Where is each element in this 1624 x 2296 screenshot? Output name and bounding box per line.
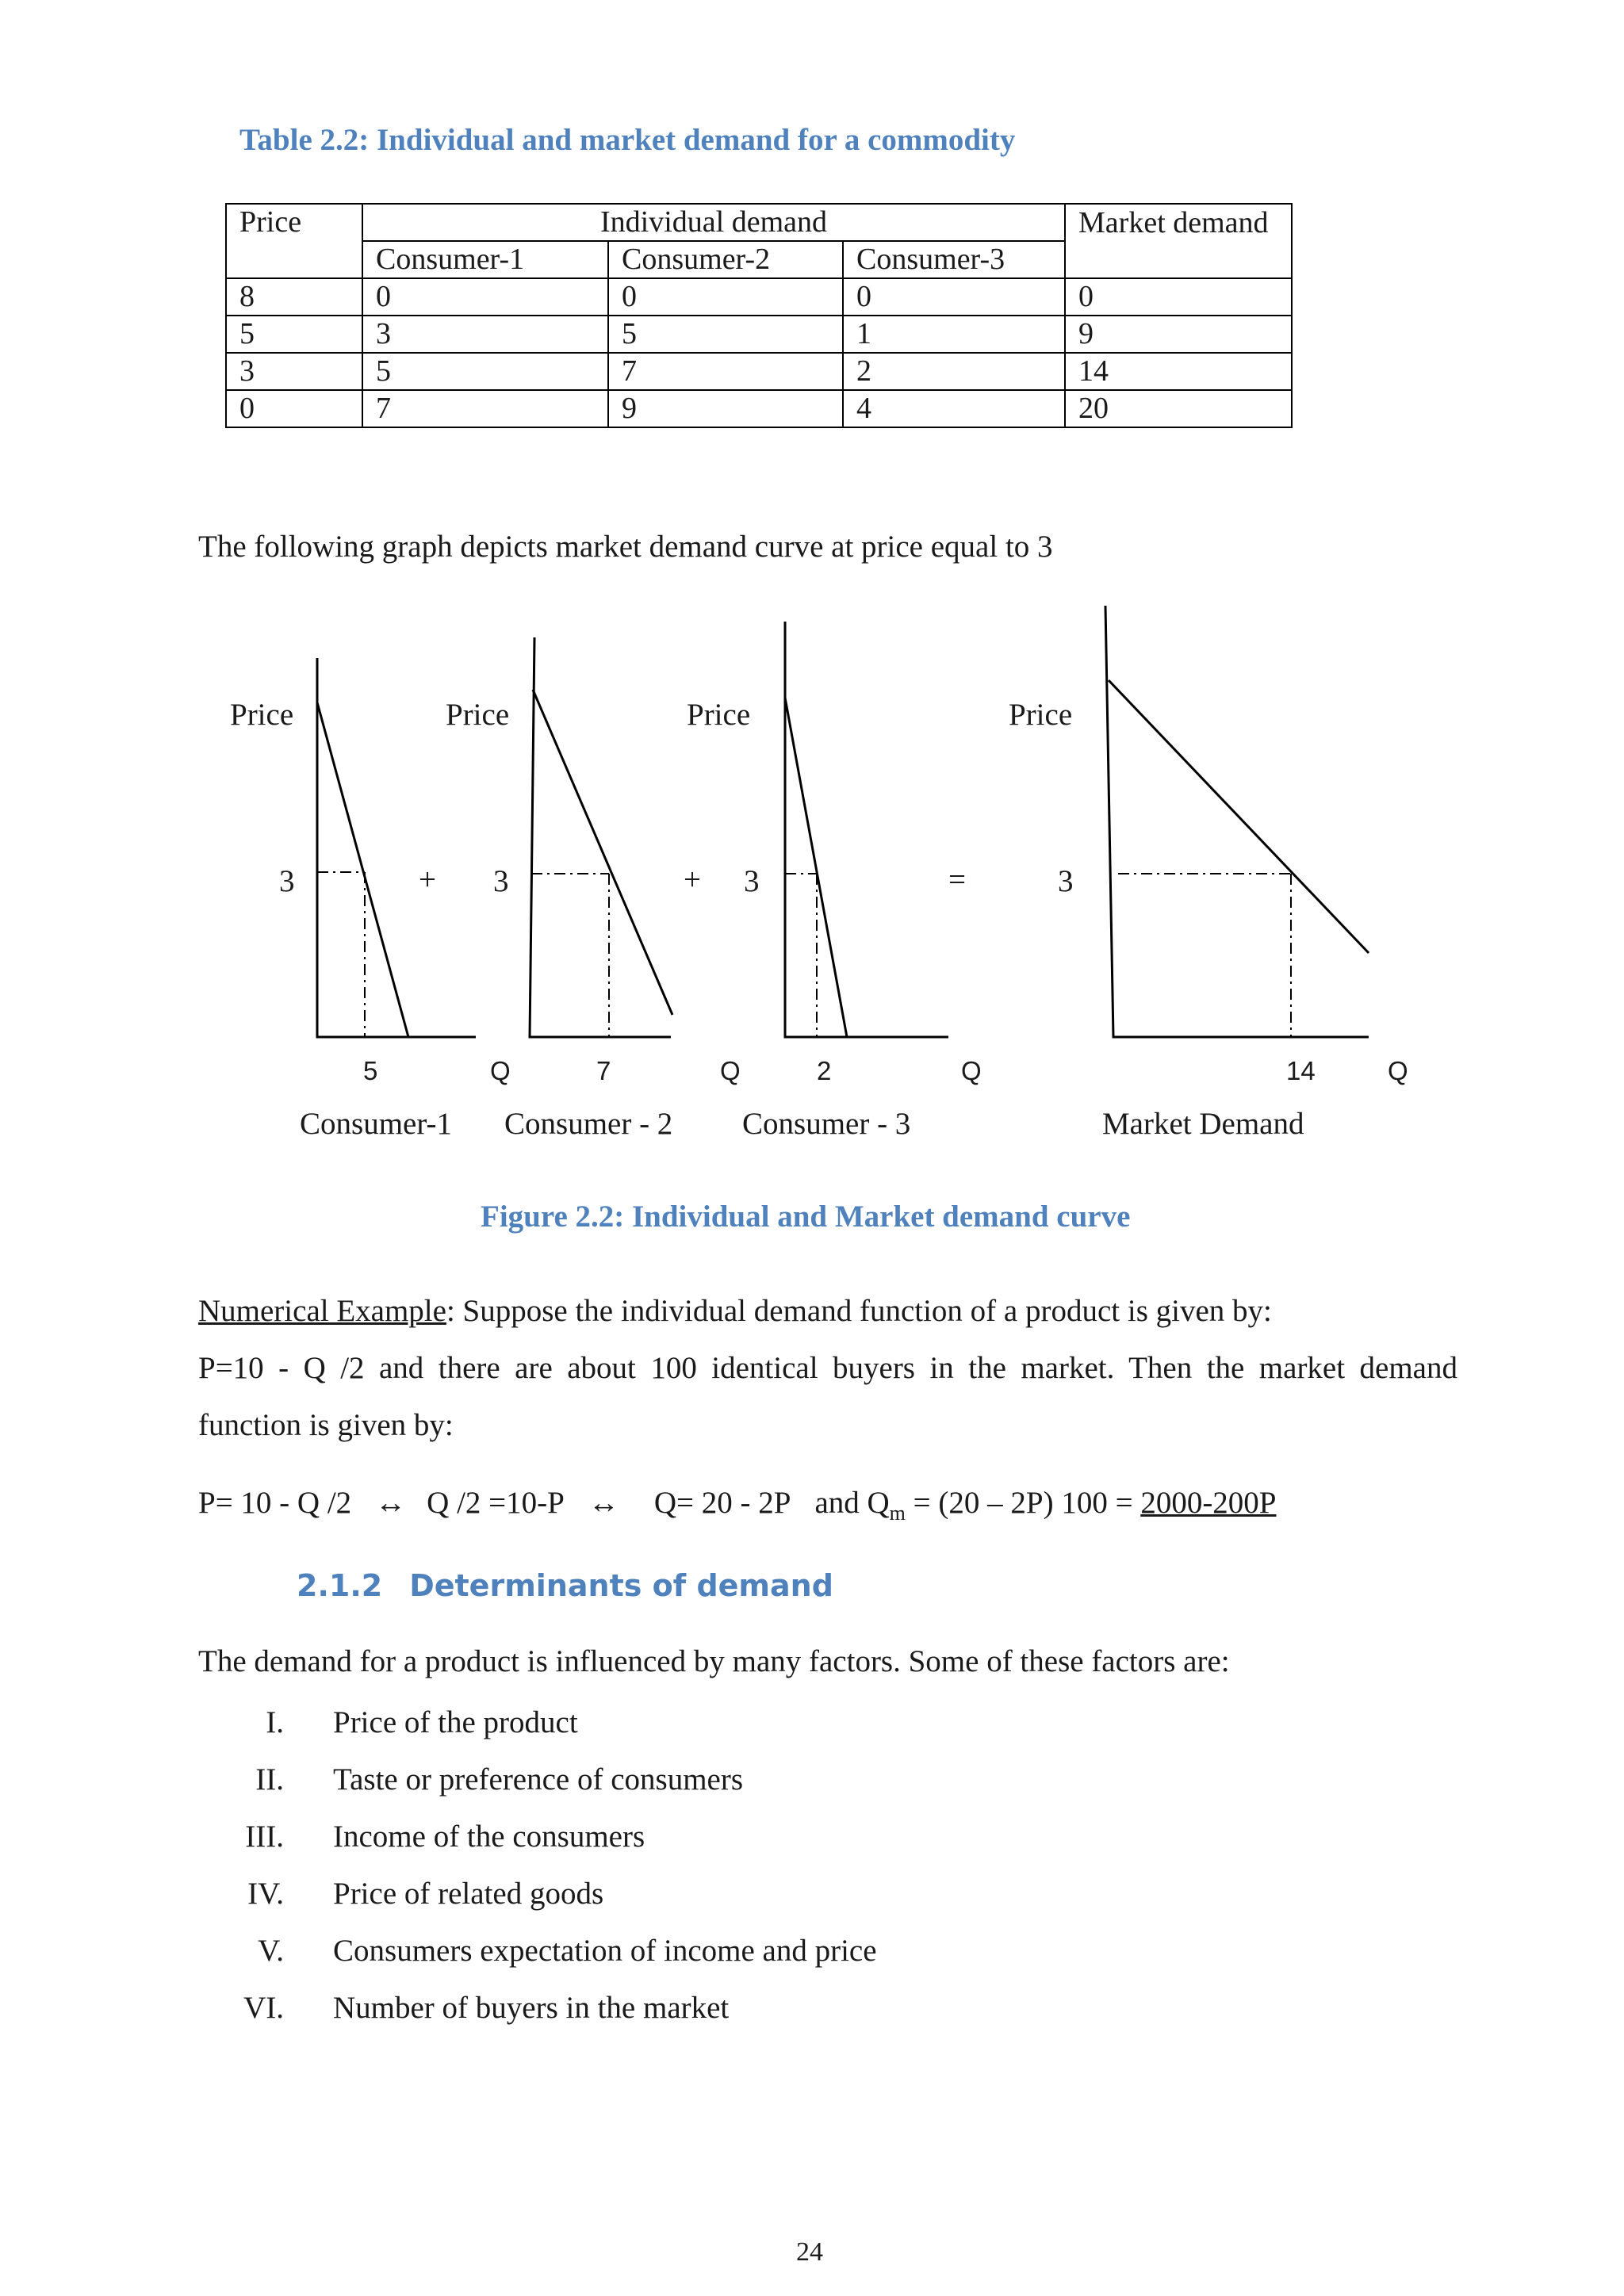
list-number: III.	[245, 1820, 284, 1854]
table-cell: 5	[362, 353, 608, 390]
consumer-3-header: Consumer-3	[843, 241, 1065, 278]
equivalence-arrow: ↔	[588, 1486, 619, 1520]
consumer-3-q-value: 2	[817, 1056, 832, 1085]
table-caption: Table 2.2: Individual and market demand for a commodity	[239, 123, 1016, 157]
consumer-3-panel-name: Consumer - 3	[742, 1107, 911, 1141]
consumer-1-header: Consumer-1	[362, 241, 608, 278]
equation-and: and Q	[814, 1486, 890, 1520]
table-cell: 14	[1065, 353, 1292, 390]
table-cell: 8	[226, 278, 362, 316]
consumer-2-q-axis-label: Q	[720, 1056, 741, 1085]
table-cell: 3	[362, 316, 608, 353]
market-demand-line	[1109, 680, 1369, 953]
table-cell: 5	[608, 316, 843, 353]
example-line-2: P=10 - Q /2 and there are about 100 identical buyers in the market. Then the market demand	[198, 1351, 1457, 1385]
table-row	[226, 353, 1292, 390]
section-title: Determinants of demand	[409, 1568, 833, 1603]
table-cell: 0	[362, 278, 608, 316]
equation-part-4: = (20 – 2P) 100 =	[913, 1486, 1133, 1520]
plus-sign: +	[684, 863, 701, 897]
consumer-3-demand-line	[785, 698, 847, 1037]
market-panel-name: Market Demand	[1102, 1107, 1304, 1141]
section-intro: The demand for a product is influenced by many factors. Some of these factors are:	[198, 1644, 1230, 1678]
consumer-1-q-value: 5	[363, 1056, 378, 1085]
table-cell: 0	[1065, 278, 1292, 316]
example-line-1	[198, 1283, 1272, 1340]
equation-part-2: Q /2 =10-P	[427, 1486, 565, 1520]
table-cell: 5	[226, 316, 362, 353]
list-number: I.	[266, 1705, 284, 1739]
consumer-2-panel-name: Consumer - 2	[504, 1107, 673, 1141]
market-price-tick: 3	[1058, 864, 1074, 898]
consumer-2-demand-line	[533, 690, 672, 1015]
example-intro: : Suppose the individual demand function of a product is given by:	[446, 1294, 1272, 1328]
market-q-value: 14	[1286, 1056, 1316, 1085]
equation-part-3: Q= 20 - 2P	[653, 1486, 791, 1520]
example-line-3: function is given by:	[198, 1408, 454, 1442]
individual-demand-header: Individual demand	[362, 204, 1065, 241]
consumer-2-price-label: Price	[446, 698, 510, 732]
table-cell: 2	[843, 353, 1065, 390]
price-header: Price	[226, 204, 362, 278]
consumer-3-q-axis-label: Q	[961, 1056, 982, 1085]
list-item: Number of buyers in the market	[333, 1991, 730, 2025]
market-price-label: Price	[1009, 698, 1073, 732]
table-row	[226, 278, 1292, 316]
consumer-1-price-label: Price	[230, 698, 294, 732]
consumer-2-header: Consumer-2	[608, 241, 843, 278]
market-demand-equation	[198, 1475, 1277, 1542]
market-axes	[1105, 606, 1369, 1037]
equation-part-1: P= 10 - Q /2	[198, 1486, 352, 1520]
equation-subscript: m	[889, 1501, 906, 1525]
consumer-1-q-axis-label: Q	[490, 1056, 511, 1085]
table-cell: 0	[608, 278, 843, 316]
table-header-row	[226, 204, 1292, 241]
consumer-1-price-tick: 3	[279, 864, 295, 898]
table-cell: 0	[226, 390, 362, 427]
table-cell: 7	[362, 390, 608, 427]
list-item: Income of the consumers	[333, 1820, 645, 1854]
table-cell: 7	[608, 353, 843, 390]
list-item: Consumers expectation of income and price	[333, 1934, 877, 1968]
page-number: 24	[796, 2237, 823, 2267]
table-cell: 20	[1065, 390, 1292, 427]
list-number: V.	[258, 1934, 284, 1968]
list-item: Price of related goods	[333, 1877, 604, 1911]
consumer-1-panel-name: Consumer-1	[300, 1107, 453, 1141]
consumer-2-axes	[530, 637, 671, 1037]
consumer-3-price-label: Price	[687, 698, 751, 732]
market-q-axis-label: Q	[1388, 1056, 1408, 1085]
list-item: Taste or preference of consumers	[333, 1762, 744, 1797]
table-row	[226, 316, 1292, 353]
table-cell: 9	[1065, 316, 1292, 353]
consumer-2-price-tick: 3	[493, 864, 509, 898]
figure-caption: Figure 2.2: Individual and Market demand curve	[481, 1200, 1131, 1234]
table-cell: 1	[843, 316, 1065, 353]
table-cell: 4	[843, 390, 1065, 427]
demand-table	[225, 203, 1293, 428]
list-item: Price of the product	[333, 1705, 578, 1739]
list-number: II.	[255, 1762, 284, 1797]
table-cell: 0	[843, 278, 1065, 316]
demand-curves-figure	[0, 587, 1624, 1158]
equation-result: 2000-200P	[1140, 1486, 1277, 1520]
consumer-1-demand-line	[317, 702, 408, 1037]
consumer-2-q-value: 7	[596, 1056, 611, 1085]
equals-sign: =	[948, 863, 966, 897]
table-cell: 9	[608, 390, 843, 427]
example-label: Numerical Example	[198, 1294, 446, 1328]
table-cell: 3	[226, 353, 362, 390]
intro-text: The following graph depicts market demand curve at price equal to 3	[198, 530, 1053, 564]
section-heading	[297, 1568, 833, 1603]
consumer-3-price-tick: 3	[744, 864, 760, 898]
list-number: VI.	[243, 1991, 284, 2025]
equivalence-arrow: ↔	[375, 1486, 407, 1520]
market-demand-header: Market demand	[1065, 204, 1292, 278]
table-row	[226, 390, 1292, 427]
section-number: 2.1.2	[297, 1568, 383, 1603]
list-number: IV.	[247, 1877, 284, 1911]
plus-sign: +	[419, 863, 436, 897]
